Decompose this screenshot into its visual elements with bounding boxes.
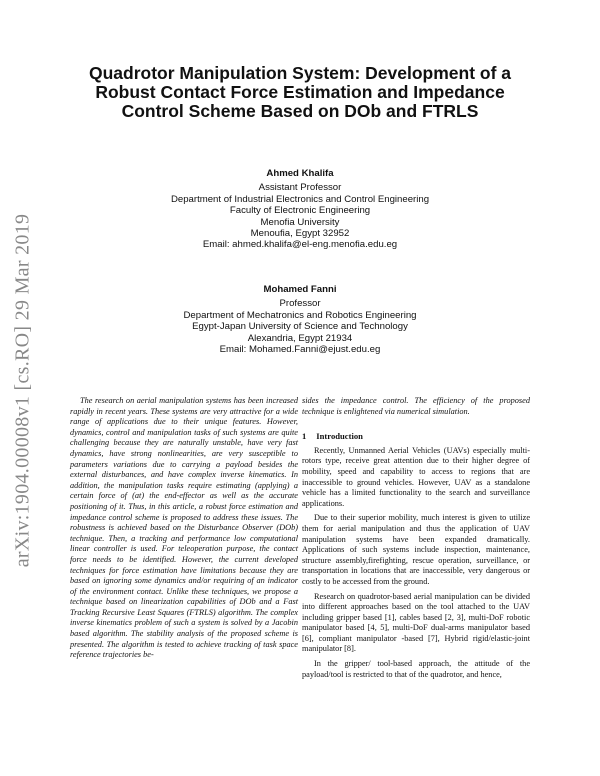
intro-paragraph: Research on quadrotor-based aerial manipulation can be divided into different approaches based on the tool attached to the UAV including gripper based [1], cables based [2, 3], multi-DoF robotic manipulator based [4, 5], multi-DoF dual-arms manipulator based [6], compliant manipulator -based [7], Hybrid rigid/elastic-joint manipulator [8]. [302, 591, 530, 654]
author-block-2 [120, 284, 480, 355]
section-title: Introduction [316, 431, 363, 442]
author-department: Department of Industrial Electronics and Control Engineering [170, 193, 430, 205]
author-department: Department of Mechatronics and Robotics Engineering [183, 309, 417, 321]
author-university: Egypt-Japan University of Science and Technology [192, 321, 408, 333]
arxiv-identifier: arXiv:1904.00008v1 [cs.RO] 29 Mar 2019 [11, 213, 34, 567]
author-email: Email: Mohamed.Fanni@ejust.edu.eg [219, 344, 381, 356]
paper-title: Quadrotor Manipulation System: Development of a Robust Contact Force Estimation and Impedance Control Scheme Based on DOb and FTRLS [89, 63, 511, 121]
intro-paragraph: In the gripper/ tool-based approach, the attitude of the payload/tool is restricted to that of the quadrotor, and hence, [302, 659, 530, 679]
intro-paragraph: Recently, Unmanned Aerial Vehicles (UAVs) especially multi-rotors type, receive great attention due to their higher degree of mobility, speed and capability to access to regions that are inaccessible to ground vehicles. However, UAV as a standalone vehicle has a limited functionality to the search and surveillance applications. [302, 445, 530, 508]
author-faculty: Faculty of Electronic Engineering [229, 205, 371, 217]
author-email: Email: ahmed.khalifa@el-eng.menofia.edu.eg [202, 239, 398, 251]
arxiv-sidebar [8, 160, 38, 620]
author-name: Mohamed Fanni [263, 284, 337, 295]
abstract-continued: sides the impedance control. The efficiency of the proposed technique is enlightened via numerical simulation. [302, 396, 530, 416]
author-address: Menoufia, Egypt 32952 [250, 228, 350, 240]
author-position: Professor [279, 298, 321, 310]
author-address: Alexandria, Egypt 21934 [247, 332, 353, 344]
author-university: Menofia University [260, 216, 340, 228]
author-name: Ahmed Khalifa [266, 168, 334, 179]
section-number: 1 [302, 431, 307, 442]
left-column [70, 396, 298, 661]
author-position: Assistant Professor [258, 182, 342, 194]
abstract: The research on aerial manipulation systems has been increased rapidly in recent years. These systems are very attractive for a wide range of applications due to their unique features. However, dynamics, control and manipulation tasks of such systems are quite challenging because they are naturally unstable, have very fast dynamics, have strong nonlinearities, are very susceptible to parameters variations due to carrying a payload besides the external disturbances, and have complex inverse kinematics. In addition, the manipulation tasks require estimating (applying) a certain force of (at) the end-effector as well as the accurate positioning of it. Thus, in this article, a robust force estimation and impedance control scheme is proposed to address these issues. The robustness is achieved based on the Disturbance Observer (DOb) technique. Then, a tracking and performance low computational linear controller is used. For teleoperation purpose, the contact force needs to be identified. However, the current developed techniques for force estimation have limitations because they are based on ignoring some dynamics and/or requiring of an indicator of the environment contact. Unlike these techniques, we propose a technique based on linearization capabilities of DOb and a Fast Tracking Recursive Least Squares (FTRLS) algorithm. The complex inverse kinematics problem of such a system is solved by a Jacobin based algorithm. The stability analysis of the proposed scheme is presented. The algorithm is tested to achieve tracking of task space reference trajectories be- [70, 396, 298, 660]
section-heading [302, 431, 530, 442]
intro-paragraph: Due to their superior mobility, much interest is given to utilize them for aerial manipulation and thus the application of UAV manipulation systems have been expanded dramatically. Applications of such systems include inspection, maintenance, structure assembly,firefighting, rescue operation, surveillance, or transportation in locations that are inaccessible, very dangerous or costly to be accessed from the ground. [302, 513, 530, 586]
right-column [302, 396, 530, 684]
author-block-1 [120, 168, 480, 251]
